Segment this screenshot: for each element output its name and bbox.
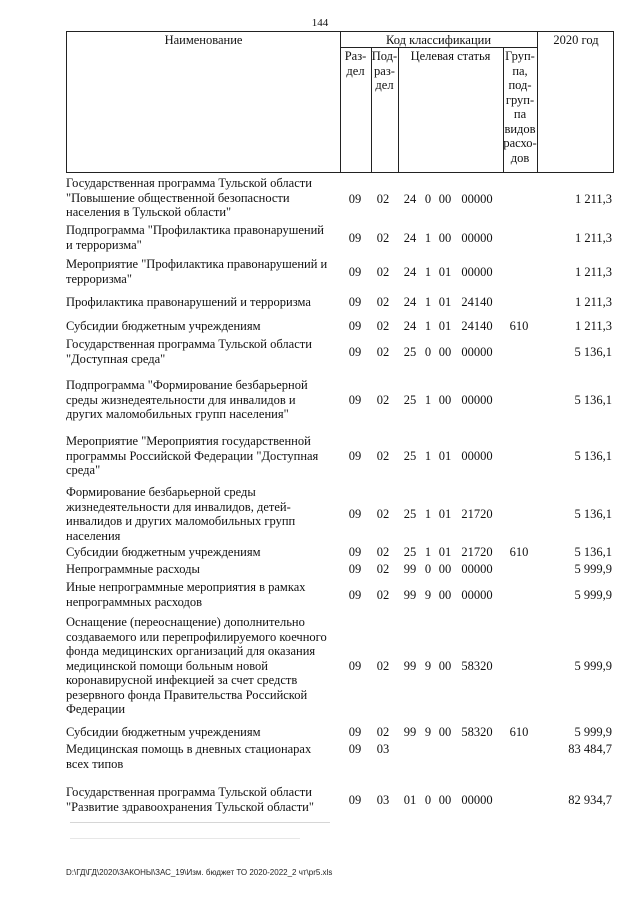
row-name-line: Мероприятие "Мероприятия государственной	[66, 434, 311, 448]
row-razdel: 09	[348, 742, 362, 756]
row-razdel: 09	[348, 393, 362, 407]
row-target-article-part: 21720	[461, 545, 493, 559]
row-amount: 1 211,3	[574, 265, 612, 279]
row-podrazdel: 02	[376, 393, 390, 407]
row-target-article-part: 1	[424, 507, 432, 521]
row-razdel: 09	[348, 793, 362, 807]
row-name-line: Государственная программа Тульской области	[66, 337, 312, 351]
header-target-article: Целевая статья	[410, 49, 491, 63]
row-name	[66, 223, 338, 252]
header-subsection: Под- раз- дел	[371, 49, 398, 92]
row-target-article-part: 24	[403, 265, 417, 279]
row-podrazdel: 02	[376, 192, 390, 206]
row-name-line: Субсидии бюджетным учреждениям	[66, 725, 261, 739]
row-podrazdel: 02	[376, 562, 390, 576]
row-name-line: Государственная программа Тульской области	[66, 785, 312, 799]
row-name-line: Формирование безбарьерной среды	[66, 485, 256, 499]
row-amount: 5 136,1	[574, 449, 612, 463]
row-name-line: населения в Тульской области"	[66, 205, 232, 219]
row-name-line: терроризма"	[66, 271, 132, 286]
row-podrazdel: 02	[376, 345, 390, 359]
row-name-line: среды жизнедеятельности для инвалидов и	[66, 392, 296, 407]
row-razdel: 09	[348, 725, 362, 739]
row-amount: 5 999,9	[574, 588, 612, 602]
header-classification: Код классификации	[385, 33, 492, 47]
row-target-article-part: 00000	[461, 393, 493, 407]
row-expense-group: 610	[509, 725, 529, 739]
row-target-article-part: 25	[403, 345, 417, 359]
row-target-article-part: 1	[424, 545, 432, 559]
row-target-article-part: 1	[424, 265, 432, 279]
row-name-line: резервного фонда Правительства Российской	[66, 687, 308, 702]
row-expense-group: 610	[509, 319, 529, 333]
row-name-line: Иные непрограммные мероприятия в рамках	[66, 580, 306, 594]
row-podrazdel: 03	[376, 742, 390, 756]
row-podrazdel: 03	[376, 793, 390, 807]
row-amount: 5 136,1	[574, 545, 612, 559]
row-target-article-part: 00000	[461, 562, 493, 576]
row-target-article-part: 25	[403, 507, 417, 521]
row-podrazdel: 02	[376, 659, 390, 673]
row-target-article-part: 9	[424, 725, 432, 739]
row-target-article-part: 01	[438, 545, 452, 559]
row-target-article-part: 00000	[461, 192, 493, 206]
row-amount: 5 999,9	[574, 659, 612, 673]
row-name	[66, 337, 338, 366]
row-razdel: 09	[348, 192, 362, 206]
row-razdel: 09	[348, 319, 362, 333]
row-amount: 5 136,1	[574, 393, 612, 407]
row-name-line: жизнедеятельности для инвалидов, детей-	[66, 499, 291, 514]
row-name-line: "Повышение общественной безопасности	[66, 190, 290, 205]
row-amount: 5 999,9	[574, 562, 612, 576]
row-podrazdel: 02	[376, 265, 390, 279]
row-target-article-part: 0	[424, 192, 432, 206]
row-target-article-part: 1	[424, 231, 432, 245]
row-target-article-part: 58320	[461, 659, 493, 673]
row-target-article-part: 00	[438, 345, 452, 359]
row-podrazdel: 02	[376, 319, 390, 333]
row-name	[66, 545, 338, 560]
header-year: 2020 год	[553, 33, 599, 47]
row-target-article-part: 01	[403, 793, 417, 807]
row-name	[66, 742, 338, 771]
row-name	[66, 580, 338, 609]
row-name-line: населения	[66, 528, 121, 543]
row-name-line: Государственная программа Тульской области	[66, 176, 312, 190]
row-target-article-part: 0	[424, 793, 432, 807]
row-target-article-part: 00	[438, 192, 452, 206]
row-target-article-part: 00	[438, 562, 452, 576]
row-target-article-part: 1	[424, 449, 432, 463]
header-name: Наименование	[164, 33, 243, 47]
row-target-article-part: 1	[424, 319, 432, 333]
row-amount: 5 136,1	[574, 507, 612, 521]
row-name	[66, 615, 338, 717]
row-target-article-part: 58320	[461, 725, 493, 739]
row-target-article-part: 99	[403, 725, 417, 739]
row-razdel: 09	[348, 345, 362, 359]
row-name	[66, 725, 338, 740]
row-target-article-part: 25	[403, 545, 417, 559]
row-name-line: Подпрограмма "Профилактика правонарушений	[66, 223, 324, 237]
row-name-line: "Развитие здравоохранения Тульской области"	[66, 799, 314, 814]
row-target-article-part: 24	[403, 319, 417, 333]
row-amount: 82 934,7	[568, 793, 612, 807]
row-name-line: всех типов	[66, 756, 124, 771]
row-target-article-part: 01	[438, 295, 452, 309]
page-number: 144	[311, 17, 329, 29]
row-amount: 5 999,9	[574, 725, 612, 739]
row-name-line: Непрограммные расходы	[66, 562, 200, 576]
row-target-article-part: 00000	[461, 345, 493, 359]
row-target-article-part: 24140	[461, 295, 493, 309]
row-amount: 5 136,1	[574, 345, 612, 359]
row-amount: 1 211,3	[574, 231, 612, 245]
row-target-article-part: 24	[403, 295, 417, 309]
row-target-article-part: 21720	[461, 507, 493, 521]
row-name-line: и терроризма"	[66, 237, 142, 252]
row-name-line: других маломобильных групп населения"	[66, 407, 289, 421]
row-name-line: инвалидов и других маломобильных групп	[66, 514, 296, 528]
row-name-line: Оснащение (переоснащение) дополнительно	[66, 615, 305, 629]
file-path-footer: D:\ГД\ГД\2020\ЗАКОНЫ\ЗАС_19\Изм. бюджет ТО 2020-2022_2 чт\pr5.xls	[66, 868, 333, 877]
row-target-article-part: 00000	[461, 265, 493, 279]
row-name	[66, 434, 338, 478]
row-name-line: Профилактика правонарушений и терроризма	[66, 295, 311, 309]
row-razdel: 09	[348, 265, 362, 279]
row-razdel: 09	[348, 295, 362, 309]
row-name	[66, 485, 338, 543]
row-razdel: 09	[348, 562, 362, 576]
row-target-article-part: 01	[438, 449, 452, 463]
row-name	[66, 562, 338, 577]
row-razdel: 09	[348, 545, 362, 559]
row-name-line: фонда медицинских организаций для оказания	[66, 644, 316, 658]
table-header	[66, 31, 614, 173]
row-razdel: 09	[348, 588, 362, 602]
row-name	[66, 257, 338, 286]
row-target-article-part: 99	[403, 588, 417, 602]
row-target-article-part: 9	[424, 659, 432, 673]
row-target-article-part: 00000	[461, 793, 493, 807]
row-target-article-part: 00	[438, 659, 452, 673]
row-target-article-part: 00	[438, 725, 452, 739]
row-name	[66, 785, 338, 814]
row-podrazdel: 02	[376, 507, 390, 521]
row-name	[66, 295, 338, 310]
row-target-article-part: 25	[403, 393, 417, 407]
row-target-article-part: 00000	[461, 449, 493, 463]
row-razdel: 09	[348, 507, 362, 521]
row-name-line: непрограммных расходов	[66, 594, 202, 609]
row-target-article-part: 0	[424, 345, 432, 359]
row-name	[66, 176, 338, 220]
row-name-line: Медицинская помощь в дневных стационарах	[66, 742, 312, 756]
row-podrazdel: 02	[376, 231, 390, 245]
row-target-article-part: 00000	[461, 588, 493, 602]
header-expense-group: Груп- па, под- груп- па видов расхо- дов	[503, 49, 537, 165]
row-name-line: медицинской помощи больным новой	[66, 658, 268, 673]
row-target-article-part: 01	[438, 507, 452, 521]
row-name-line: Подпрограмма "Формирование безбарьерной	[66, 378, 308, 392]
row-target-article-part: 00	[438, 793, 452, 807]
row-name	[66, 319, 338, 334]
row-name	[66, 378, 338, 422]
row-razdel: 09	[348, 231, 362, 245]
row-name-line: Субсидии бюджетным учреждениям	[66, 319, 261, 333]
row-name-line: среда"	[66, 463, 101, 477]
row-target-article-part: 25	[403, 449, 417, 463]
row-target-article-part: 1	[424, 295, 432, 309]
header-section: Раз- дел	[344, 49, 367, 78]
row-target-article-part: 00	[438, 588, 452, 602]
row-podrazdel: 02	[376, 588, 390, 602]
row-target-article-part: 01	[438, 265, 452, 279]
row-target-article-part: 24	[403, 192, 417, 206]
row-target-article-part: 99	[403, 659, 417, 673]
row-podrazdel: 02	[376, 449, 390, 463]
row-podrazdel: 02	[376, 295, 390, 309]
row-amount: 83 484,7	[568, 742, 612, 756]
row-target-article-part: 00	[438, 393, 452, 407]
row-target-article-part: 99	[403, 562, 417, 576]
row-razdel: 09	[348, 659, 362, 673]
row-name-line: Субсидии бюджетным учреждениям	[66, 545, 261, 559]
row-razdel: 09	[348, 449, 362, 463]
row-expense-group: 610	[509, 545, 529, 559]
row-target-article-part: 00	[438, 231, 452, 245]
row-amount: 1 211,3	[574, 319, 612, 333]
row-amount: 1 211,3	[574, 192, 612, 206]
row-name-line: Федерации	[66, 702, 126, 716]
row-name-line: коронавирусной инфекцией за счет средств	[66, 673, 298, 687]
row-podrazdel: 02	[376, 545, 390, 559]
row-name-line: Мероприятие "Профилактика правонарушений и	[66, 257, 328, 271]
row-target-article-part: 0	[424, 562, 432, 576]
row-target-article-part: 24	[403, 231, 417, 245]
row-target-article-part: 00000	[461, 231, 493, 245]
row-amount: 1 211,3	[574, 295, 612, 309]
row-podrazdel: 02	[376, 725, 390, 739]
row-target-article-part: 24140	[461, 319, 493, 333]
row-target-article-part: 1	[424, 393, 432, 407]
row-name-line: программы Российской Федерации "Доступная	[66, 448, 319, 463]
row-name-line: "Доступная среда"	[66, 351, 166, 366]
row-name-line: создаваемого или перепрофилируемого коечного	[66, 629, 327, 644]
row-target-article-part: 9	[424, 588, 432, 602]
row-target-article-part: 01	[438, 319, 452, 333]
